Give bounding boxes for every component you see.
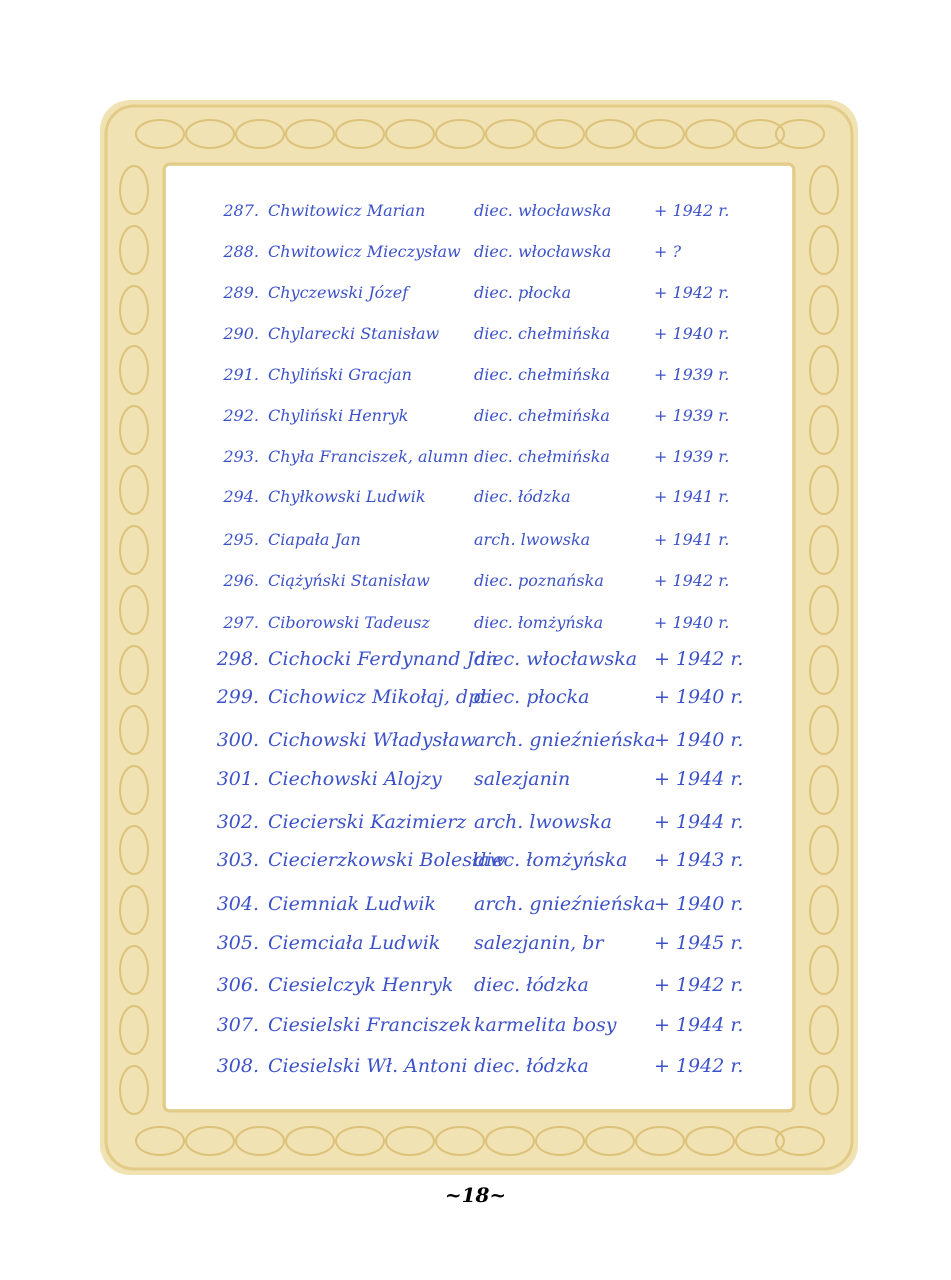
entry-year: + 1942 r. [654, 201, 730, 220]
list-item [0, 192, 951, 230]
list-item [0, 1047, 951, 1085]
entry-name: Ciechowski Alojzy [268, 768, 442, 790]
list-item [0, 356, 951, 394]
entry-diocese: diec. łomżyńska [474, 613, 604, 632]
entry-diocese: arch. lwowska [474, 530, 591, 549]
list-item [0, 233, 951, 271]
entry-name: Chyłkowski Ludwik [268, 487, 426, 506]
entry-diocese: salezjanin, br [474, 932, 604, 954]
entry-number: 297. [223, 613, 259, 632]
entry-number: 296. [223, 571, 259, 590]
entry-number: 288. [223, 242, 259, 261]
list-item [0, 885, 951, 923]
entry-number: 300. [216, 729, 259, 751]
entry-year: + 1939 r. [654, 365, 730, 384]
entry-number: 308. [216, 1055, 259, 1077]
list-item [0, 438, 951, 476]
entry-year: + 1941 r. [654, 530, 730, 549]
entry-diocese: diec. chełmińska [474, 406, 610, 425]
entry-year: + 1940 r. [654, 893, 744, 915]
entry-name: Chwitowicz Mieczysław [268, 242, 461, 261]
entry-diocese: diec. łódzka [474, 487, 571, 506]
entry-year: + 1945 r. [654, 932, 744, 954]
entry-year: + 1941 r. [654, 487, 730, 506]
entry-number: 302. [216, 811, 259, 833]
entry-name: Chwitowicz Marian [268, 201, 426, 220]
entry-name: Ciecierski Kazimierz [268, 811, 467, 833]
entry-number: 295. [223, 530, 259, 549]
entry-diocese: diec. chełmińska [474, 324, 610, 343]
entry-diocese: diec. poznańska [474, 571, 604, 590]
entry-year: + 1944 r. [654, 768, 744, 790]
entry-year: + 1940 r. [654, 729, 744, 751]
entry-diocese: diec. włocławska [474, 648, 638, 670]
entry-year: + 1939 r. [654, 406, 730, 425]
entry-number: 289. [223, 283, 259, 302]
entry-diocese: arch. gnieźnieńska [474, 729, 656, 751]
entry-year: + ? [654, 242, 682, 261]
list-item [0, 803, 951, 841]
entry-year: + 1944 r. [654, 811, 744, 833]
entry-year: + 1942 r. [654, 1055, 744, 1077]
entry-name: Ciecierzkowski Bolesław [268, 849, 506, 871]
entry-number: 301. [216, 768, 259, 790]
entry-name: Chyła Franciszek, alumn [268, 447, 469, 466]
entry-number: 307. [216, 1014, 259, 1036]
entry-name: Cichowicz Mikołaj, dpt [268, 686, 488, 708]
entry-diocese: diec. łódzka [474, 1055, 589, 1077]
list-item [0, 397, 951, 435]
entry-name: Ciemniak Ludwik [268, 893, 436, 915]
entry-number: 305. [216, 932, 259, 954]
list-item [0, 640, 951, 678]
list-item [0, 924, 951, 962]
entry-diocese: karmelita bosy [474, 1014, 617, 1036]
entry-name: Chyczewski Józef [268, 283, 409, 302]
entry-number: 294. [223, 487, 259, 506]
entry-number: 292. [223, 406, 259, 425]
entry-number: 303. [216, 849, 259, 871]
list-item [0, 604, 951, 642]
entry-year: + 1942 r. [654, 648, 744, 670]
entry-name: Ciemciała Ludwik [268, 932, 441, 954]
entry-year: + 1942 r. [654, 974, 744, 996]
entry-diocese: diec. płocka [474, 686, 590, 708]
entry-diocese: arch. gnieźnieńska [474, 893, 656, 915]
entry-number: 304. [216, 893, 259, 915]
entry-diocese: diec. łódzka [474, 974, 589, 996]
list-item [0, 274, 951, 312]
entry-year: + 1944 r. [654, 1014, 744, 1036]
entry-diocese: diec. płocka [474, 283, 572, 302]
entry-diocese: diec. chełmińska [474, 365, 610, 384]
entry-number: 291. [223, 365, 259, 384]
entry-name: Cichocki Ferdynand Jan [268, 648, 498, 670]
entry-name: Chylarecki Stanisław [268, 324, 440, 343]
list-item [0, 521, 951, 559]
list-item [0, 678, 951, 716]
entry-year: + 1940 r. [654, 613, 730, 632]
entry-diocese: diec. włocławska [474, 201, 612, 220]
entry-name: Ciesielski Franciszek [268, 1014, 472, 1036]
entry-year: + 1943 r. [654, 849, 744, 871]
entry-name: Ciążyński Stanisław [268, 571, 430, 590]
entry-diocese: diec. włocławska [474, 242, 612, 261]
entry-name: Cichowski Władysław [268, 729, 476, 751]
entry-name: Ciborowski Tadeusz [268, 613, 430, 632]
entry-year: + 1939 r. [654, 447, 730, 466]
entry-number: 293. [223, 447, 259, 466]
page-number: ~18~ [444, 1183, 507, 1207]
entry-number: 287. [223, 201, 259, 220]
list-item [0, 760, 951, 798]
list-item [0, 1006, 951, 1044]
entry-name: Ciapała Jan [268, 530, 361, 549]
list-item [0, 841, 951, 879]
entry-number: 306. [216, 974, 259, 996]
entry-diocese: diec. chełmińska [474, 447, 610, 466]
entry-diocese: diec. łomżyńska [474, 849, 628, 871]
list-item [0, 562, 951, 600]
entry-name: Chyliński Gracjan [268, 365, 412, 384]
list-item [0, 315, 951, 353]
entry-name: Chyliński Henryk [268, 406, 409, 425]
entry-name: Ciesielczyk Henryk [268, 974, 454, 996]
entry-number: 298. [216, 648, 259, 670]
list-item [0, 721, 951, 759]
list-item [0, 478, 951, 516]
entry-year: + 1940 r. [654, 324, 730, 343]
entry-year: + 1942 r. [654, 283, 730, 302]
entry-diocese: salezjanin [474, 768, 571, 790]
entry-year: + 1940 r. [654, 686, 744, 708]
entry-number: 290. [223, 324, 259, 343]
entry-name: Ciesielski Wł. Antoni [268, 1055, 468, 1077]
entry-number: 299. [216, 686, 259, 708]
entry-diocese: arch. lwowska [474, 811, 613, 833]
entry-year: + 1942 r. [654, 571, 730, 590]
list-item [0, 966, 951, 1004]
